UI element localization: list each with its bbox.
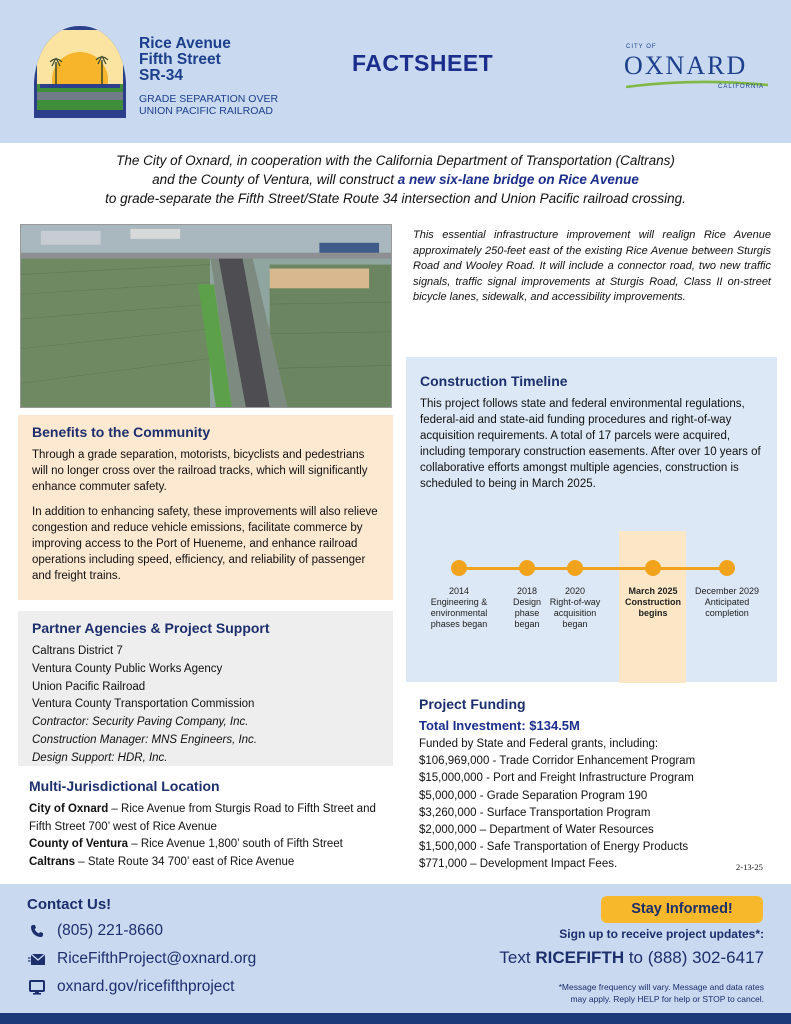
timeline-heading: Construction Timeline [420,373,568,389]
partner-agencies-section [18,611,393,766]
funding-item: $771,000 – Development Impact Fees. [419,858,618,871]
timeline-dot-2025 [645,560,661,576]
benefits-paragraph-1: Through a grade separation, motorists, bicyclists and pedestrians will no longer cross over the railroad tracks, which will significantly enhance commuter safety. [32,449,368,493]
timeline-desc-2018: Design phase began [512,597,541,629]
jurisdiction-name: Caltrans [29,855,76,868]
text-signup-instructions [499,948,764,968]
jurisdiction-entry [29,836,379,854]
intro-line-1: The City of Oxnard, in cooperation with the California Department of Transportation (Caltrans) [116,153,675,168]
partner-agency: Caltrans District 7 [32,645,123,657]
funding-item: $106,969,000 - Trade Corridor Enhancement Program [419,755,696,768]
text-keyword: RICEFIFTH [535,948,625,967]
partner-agency: Ventura County Public Works Agency [32,662,223,675]
funding-item: $1,500,000 - Safe Transportation of Energy Products [419,841,689,854]
email-icon [27,951,47,967]
intro-line-2-start: and the County of Ventura, will construct [152,172,398,187]
construction-timeline-section [406,357,777,682]
contact-email[interactable] [27,950,256,968]
page-title: FACTSHEET [352,50,494,76]
phone-icon [27,923,47,939]
jurisdiction-name: County of Ventura [29,838,129,850]
project-rendering-image [20,224,392,408]
jurisdiction-name: City of Oxnard [29,803,109,815]
partners-heading: Partner Agencies & Project Support [32,620,270,636]
timeline-line [459,567,729,570]
project-logo-badge [30,22,130,122]
timeline-date-2014: 2014 [448,586,470,596]
computer-monitor-icon [27,979,47,995]
timeline-dot-2020 [567,560,583,576]
timeline-dot-2014 [451,560,467,576]
email-address[interactable]: RiceFifthProject@oxnard.org [57,950,257,967]
intro-line-2-emphasis: a new six-lane bridge on Rice Avenue [397,172,639,187]
project-funding-section [419,696,779,874]
funding-item: $15,000,000 - Port and Freight Infrastructure Program [419,772,694,785]
timeline-date-2018: 2018 [516,586,538,596]
project-subtitle-line-2: UNION PACIFIC RAILROAD [139,105,273,117]
intro-line-3: to grade-separate the Fifth Street/State Route 34 intersection and Union Pacific railroad crossing. [105,191,686,206]
header [0,0,791,143]
contact-heading: Contact Us! [27,896,112,913]
signup-prompt: Sign up to receive project updates*: [559,927,764,941]
city-logo-name: OXNARD [624,51,748,80]
sms-disclaimer [559,981,764,1005]
benefits-paragraph-2: In addition to enhancing safety, these improvements will also relieve congestion and reduce vehicle emissions, facilitate commerce by improving access to the Port of Hueneme, and enhance railroad operations including speed, efficiency, and reliability of passenger and freight trains. [32,506,378,582]
project-subtitle-line-1: GRADE SEPARATION OVER [139,93,279,105]
benefits-section [18,415,393,600]
jurisdiction-entry [29,854,379,872]
funding-total: Total Investment: $134.5M [419,718,580,733]
project-support: Design Support: HDR, Inc. [32,751,168,764]
jurisdiction-entry [29,801,379,836]
project-name-line-1: Rice Avenue [139,35,231,52]
timeline-milestone-2025 [613,586,693,619]
timeline-date-2029: December 2029 [694,586,760,596]
disclaimer-line-2: may apply. Reply HELP for help or STOP to cancel. [570,994,764,1004]
benefits-heading: Benefits to the Community [32,424,211,440]
project-support: Construction Manager: MNS Engineers, Inc. [32,733,257,746]
realignment-description: This essential infrastructure improvement will realign Rice Avenue approximately 250-feet east of the existing Rice Avenue between Sturgis Road and Wooley Road. It will include a connector road, two new traffic signals, traffic signal improvements at Sturgis Road, Class II on-street bicycle lanes, sidewalk, and accessibility improvements. [413,229,771,304]
project-support: Contractor: Security Paving Company, Inc. [32,716,249,729]
project-name-line-2: Fifth Street [139,51,221,68]
website-link[interactable]: oxnard.gov/ricefifthproject [57,978,235,995]
multi-jurisdictional-section [18,778,393,871]
stay-informed-badge: Stay Informed! [601,896,763,923]
contact-website[interactable] [27,978,234,996]
funding-item: $3,260,000 - Surface Transportation Program [419,806,651,819]
jurisdiction-desc: – Rice Avenue from Sturgis Road to Fifth Street and Fifth Street 700’ west of Rice Avenue [29,803,376,833]
partner-agency: Ventura County Transportation Commission [32,698,255,711]
intro-line-2 [20,170,771,189]
timeline-milestone-2020 [535,586,615,630]
disclaimer-line-1: *Message frequency will vary. Message and data rates [558,982,764,992]
funding-intro: Funded by State and Federal grants, including: [419,738,659,750]
jurisdiction-desc: – State Route 34 700’ east of Rice Avenue [75,855,295,868]
project-name [139,36,231,84]
footer-bottom-bar [0,1013,791,1024]
timeline-date-2020: 2020 [564,586,586,596]
footer [0,884,791,1013]
multi-heading: Multi-Jurisdictional Location [29,778,220,794]
text-prefix: Text [499,948,536,967]
funding-item: $2,000,000 – Department of Water Resources [419,824,654,837]
timeline-desc-2014: Engineering & environmental phases began [430,597,488,629]
jurisdiction-desc: – Rice Avenue 1,800’ south of Fifth Street [128,838,343,850]
timeline-desc-2029: Anticipated completion [704,597,750,618]
intro-statement [20,151,771,208]
timeline-graphic [406,525,777,677]
project-subtitle [139,93,278,117]
timeline-dot-2018 [519,560,535,576]
funding-item: $5,000,000 - Grade Separation Program 190 [419,789,648,802]
text-number: to (888) 302-6417 [624,948,764,967]
timeline-date-2025: March 2025 [628,586,678,596]
timeline-description: This project follows state and federal environmental regulations, federal-aid and state-aid funding procedures and right-of-way acquisition requirements. A total of 17 parcels were acquired, including temporary construction easements. After over 10 years of collaborative efforts amongst multiple agencies, construction is scheduled to being in March 2025. [420,398,761,490]
funding-heading: Project Funding [419,696,526,712]
city-logo-city-of: CITY OF [626,44,657,50]
document-date-code: 2-13-25 [736,862,763,872]
contact-phone[interactable] [27,922,163,940]
city-logo-state: CALIFORNIA [718,84,765,90]
timeline-dot-2029 [719,560,735,576]
timeline-milestone-2029 [687,586,767,619]
partner-agency: Union Pacific Railroad [32,680,146,693]
project-name-line-3: SR-34 [139,67,183,84]
phone-number[interactable]: (805) 221-8660 [57,922,163,939]
timeline-desc-2020: Right-of-way acquisition began [549,597,601,629]
timeline-desc-2025: Construction begins [625,597,681,618]
